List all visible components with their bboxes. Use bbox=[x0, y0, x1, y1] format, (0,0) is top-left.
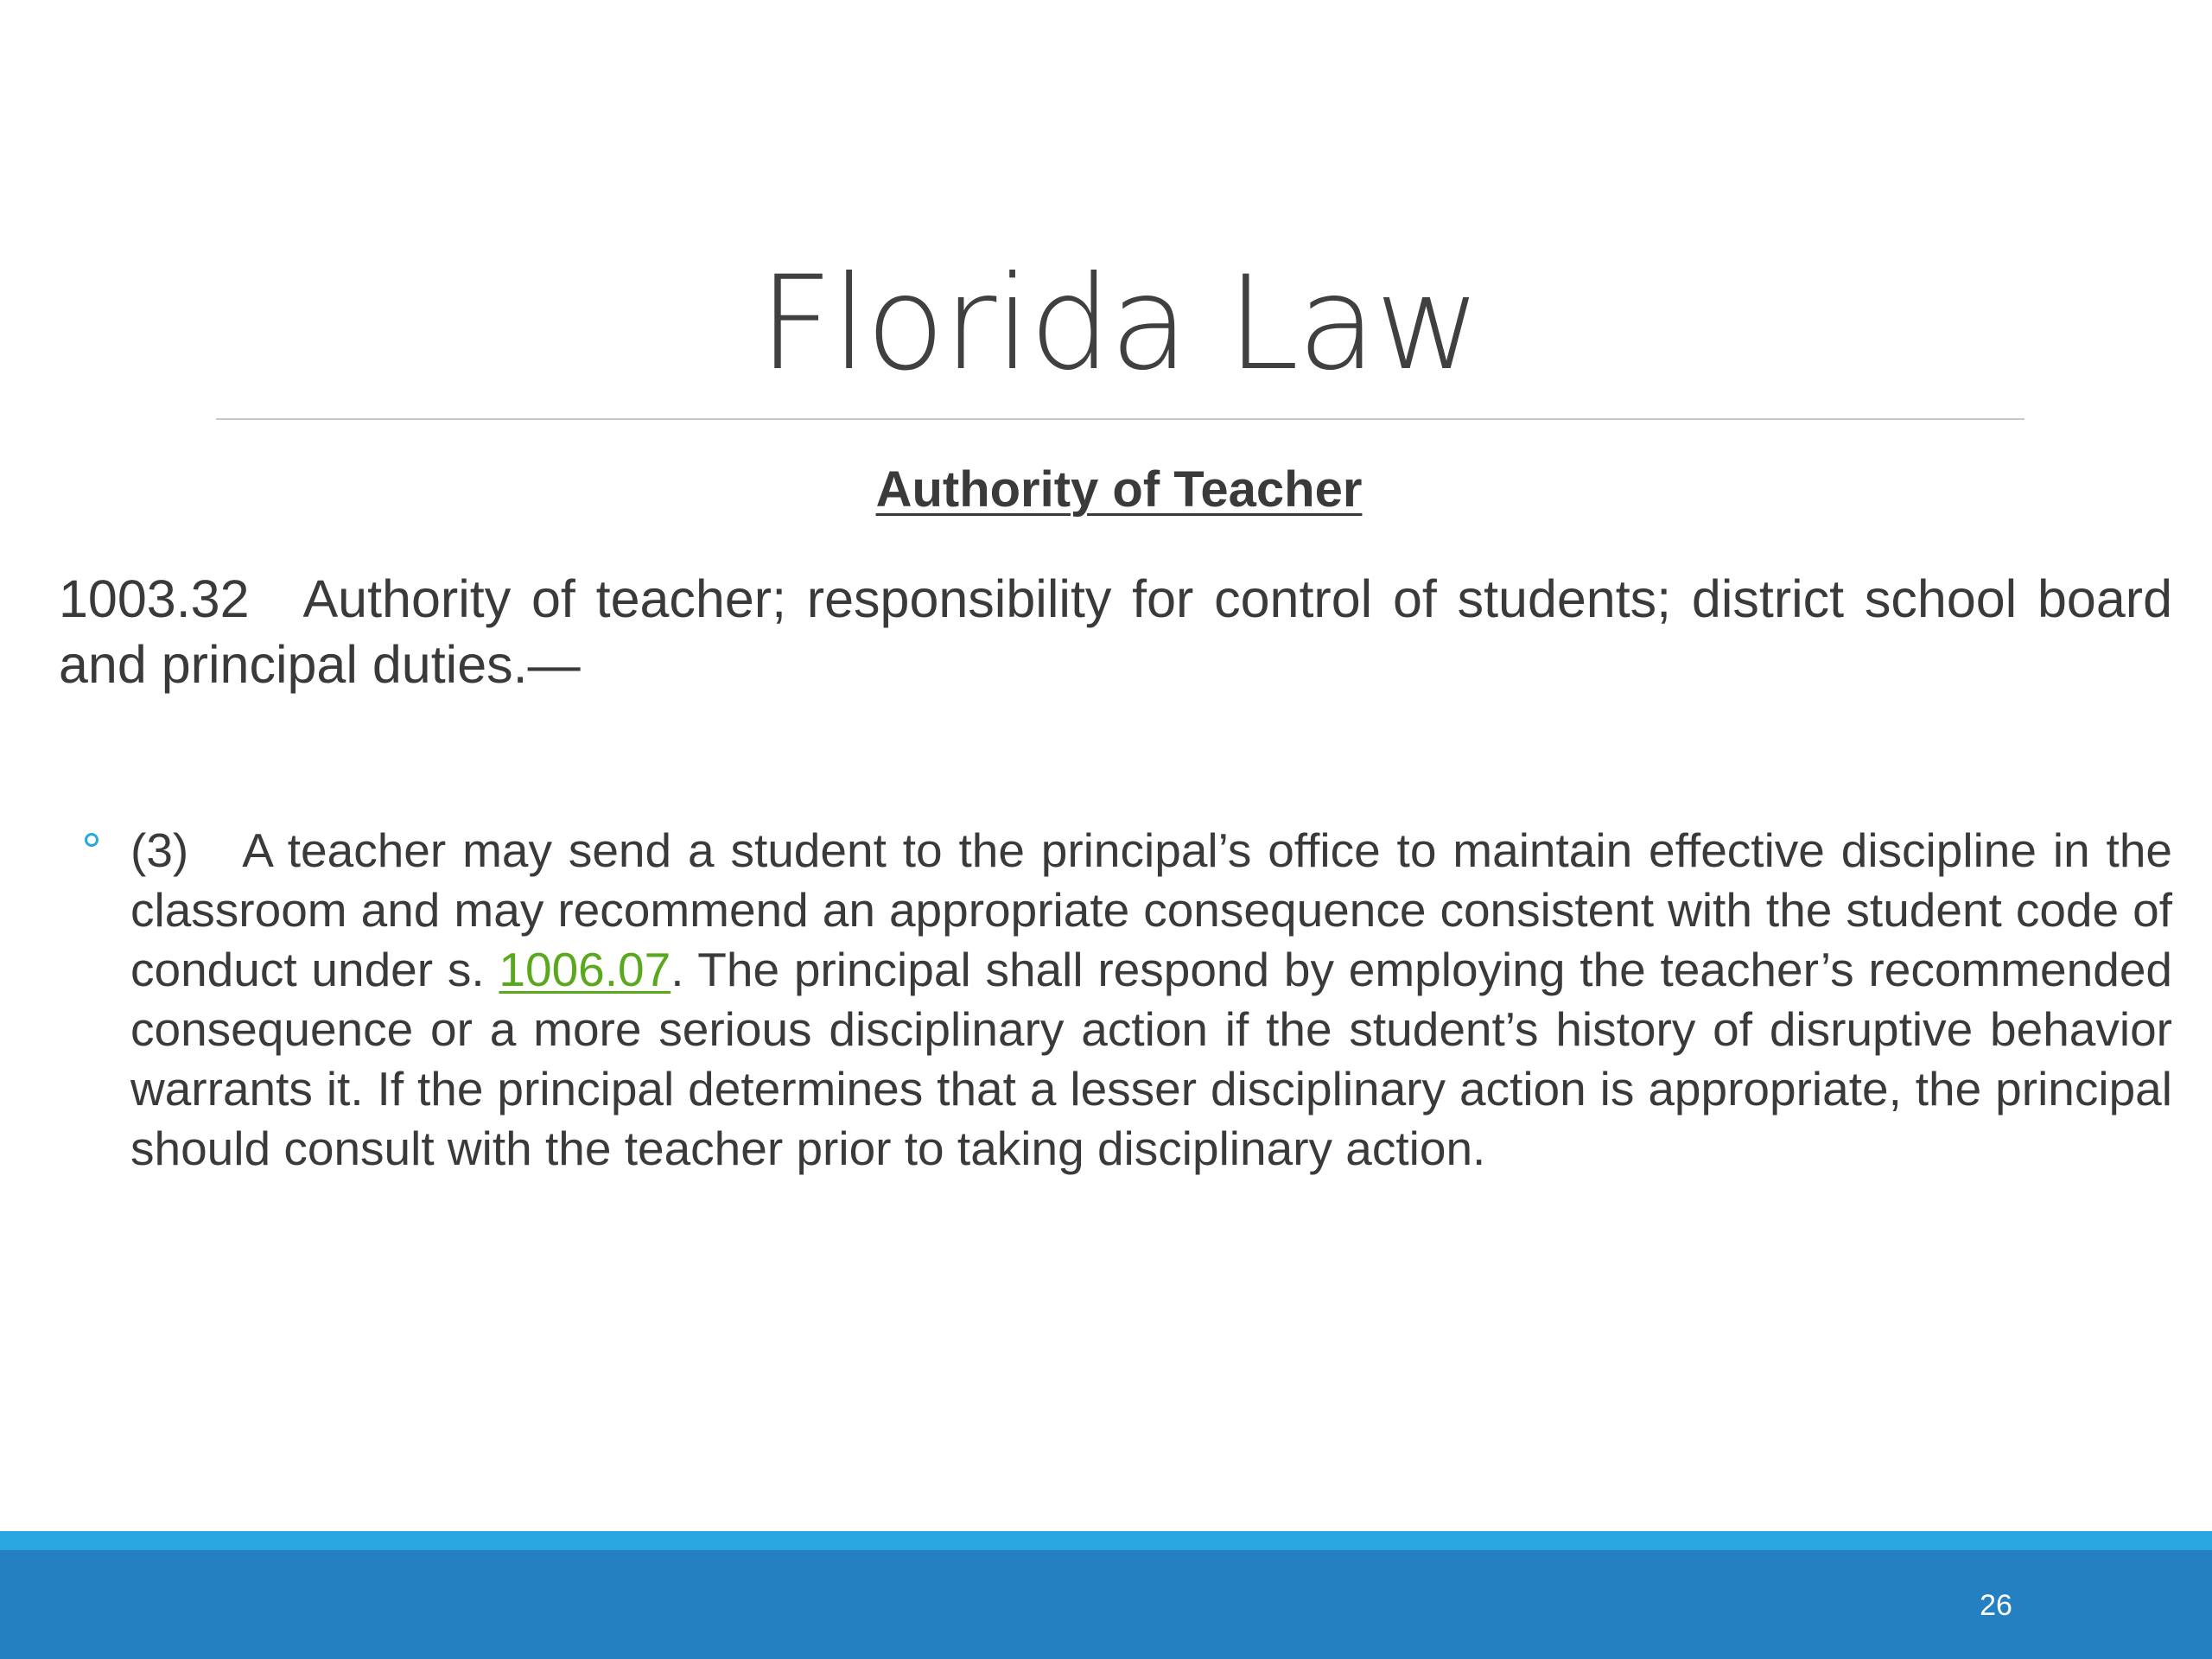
slide-subtitle: Authority of Teacher bbox=[875, 461, 1363, 518]
statute-heading-text: Authority of teacher; responsibility for control of students; district school board and principal duties.— bbox=[59, 569, 2172, 694]
statute-number: 1003.32 bbox=[59, 569, 250, 628]
statute-heading bbox=[59, 566, 2172, 697]
subsection-number: (3) bbox=[130, 823, 189, 877]
footer-bar bbox=[0, 1550, 2212, 1659]
bullet-text-before-link: A teacher may send a student to the principal’s office to maintain effective discipline in the classroom and may recommend an appropriate consequence consistent with the student code of conduct under s. bbox=[130, 823, 2172, 996]
bullet-text-after-link: . The principal shall respond by employing the teacher’s recommended consequence or a more serious disciplinary action if the student’s history of disruptive behavior warrants it. If the principal determines that a lesser disciplinary action is appropriate, the principal should consult with the teacher prior to taking disciplinary action. bbox=[130, 943, 2172, 1175]
hollow-circle-bullet-icon bbox=[85, 833, 99, 847]
title-divider bbox=[216, 418, 2024, 420]
statute-link-1006-07[interactable]: 1006.07 bbox=[499, 943, 671, 996]
page-number: 26 bbox=[1980, 1589, 2012, 1622]
footer-accent-bar bbox=[0, 1531, 2212, 1550]
slide-title: Florida Law bbox=[758, 249, 1480, 399]
bullet-paragraph bbox=[130, 821, 2172, 1179]
